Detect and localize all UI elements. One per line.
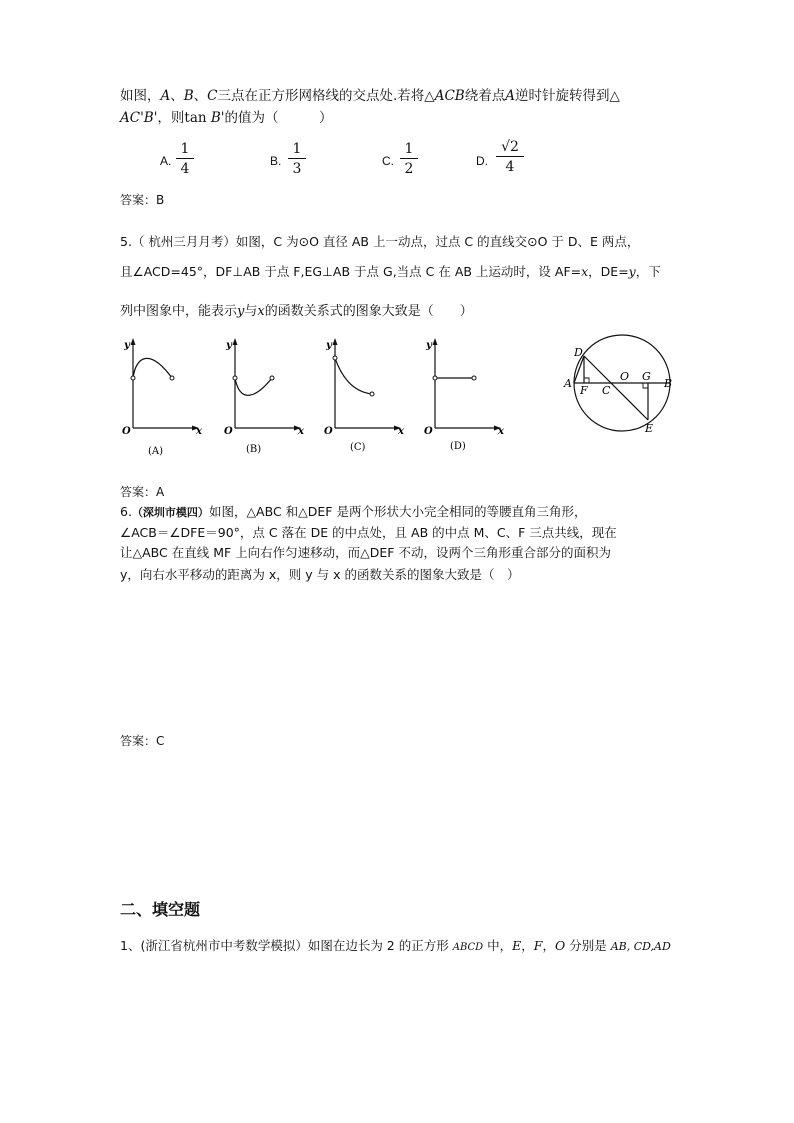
y-label: y [226, 340, 232, 351]
q5-text: ，DE= [588, 264, 629, 279]
q6-stem-line4: y，向右水平移动的距离为 x，则 y 与 x 的函数关系的图象大致是（ ） [120, 567, 520, 582]
q4-var-C: C [207, 88, 218, 104]
x-label: x [196, 426, 202, 437]
q4-option-d-fraction [496, 138, 524, 177]
fill1-var-e: E [512, 938, 522, 953]
q6-stem-line1 [120, 502, 586, 523]
q5-answer: 答案：A [120, 485, 165, 499]
q5-circle-figure [560, 336, 680, 436]
caption: (B) [246, 444, 262, 455]
y-axis-arrow [233, 338, 238, 345]
right-angle-f [584, 378, 589, 383]
q4-text: 如图， [120, 88, 161, 104]
start-point [333, 356, 337, 360]
start-point [233, 376, 237, 380]
q5-var-x: x [257, 304, 265, 319]
right-angle-g [643, 383, 648, 388]
q4-option-b-fraction [288, 140, 306, 179]
curve [235, 378, 272, 395]
x-label: x [498, 426, 504, 437]
q6-stem-line2: ∠ACB＝∠DFE＝90°，点 C 落在 DE 的中点处，且 AB 的中点 M、C、F 三点共线，现在 [120, 525, 617, 540]
start-point [433, 376, 437, 380]
label-g: G [642, 370, 651, 383]
q4-var-ACB-prime: AC'B' [120, 110, 158, 126]
q4-option-c-fraction [400, 140, 418, 179]
q6-source: （深圳市模四） [131, 506, 209, 519]
q4-var-A: A [160, 88, 171, 104]
q5-text: 且∠ACD=45°，DF⊥AB 于点 F,EG⊥AB 于点 G,当点 C 在 AB 上运动时，设 AF= [120, 264, 582, 279]
y-axis-arrow [131, 338, 136, 345]
fill1-stem [120, 936, 671, 958]
q4-var-ACB: ACB [434, 88, 465, 104]
end-point [170, 376, 174, 380]
q5-text: 列中图象中，能表示 [120, 304, 238, 319]
y-label: y [426, 340, 432, 351]
start-point [131, 376, 135, 380]
q4-text: 的值为（ ） [224, 110, 333, 126]
q6-number: 6. [120, 504, 132, 519]
label-o: O [620, 370, 630, 383]
numerator: 1 [400, 140, 418, 159]
q4-var-B: B [183, 88, 194, 104]
denominator: 4 [180, 161, 190, 177]
q5-var-y: y [628, 264, 636, 279]
q4-answer: 答案：B [120, 193, 165, 207]
q5-graph-c [320, 336, 410, 461]
end-point [472, 376, 476, 380]
q5-graph-b [220, 336, 310, 461]
y-axis-arrow [433, 338, 438, 345]
fill1-var-o: O [554, 938, 566, 953]
x-label: x [398, 426, 404, 437]
q5-stem-line3 [120, 302, 473, 322]
fill1-var-f: F [533, 938, 543, 953]
denominator: 3 [292, 161, 302, 177]
fill1-text: 中， [483, 938, 513, 953]
y-label: y [124, 340, 130, 351]
q5-graph-a [118, 336, 208, 461]
label-b: B [664, 377, 673, 390]
q4-tan: tan [184, 110, 207, 126]
origin-label: O [324, 426, 333, 437]
denominator: 2 [404, 161, 414, 177]
q5-stem-line2 [120, 262, 661, 282]
q4-var-B-prime: B' [210, 110, 225, 126]
fill1-text: ， [542, 938, 555, 953]
x-label: x [298, 426, 304, 437]
curve [335, 358, 372, 394]
q5-text: 与 [244, 304, 258, 319]
label-e: E [645, 422, 654, 435]
q4-option-a-label: A. [160, 154, 172, 168]
end-point [370, 392, 374, 396]
section-title-fill-in: 二、填空题 [120, 900, 201, 919]
q5-graph-d [420, 336, 510, 461]
q4-text: ，则 [157, 110, 185, 126]
origin-label: O [122, 426, 131, 437]
chord-de [584, 356, 648, 420]
label-f: F [580, 384, 588, 397]
label-a: A [564, 377, 572, 390]
curve [133, 358, 172, 378]
q6-text: 如图，△ABC 和△DEF 是两个形状大小完全相同的等腰直角三角形， [208, 504, 587, 519]
origin-label: O [224, 426, 233, 437]
fill1-var-abcd: ABCD [452, 942, 484, 953]
caption: (A) [148, 446, 164, 457]
fill1-text: 分别是 [565, 938, 611, 953]
numerator: 1 [288, 140, 306, 159]
label-c: C [602, 384, 611, 397]
q4-option-c-label: C. [382, 154, 394, 168]
fill1-var-tail: AB, CD,AD [610, 940, 671, 953]
end-point [270, 376, 274, 380]
q5-var-x: x [581, 264, 589, 279]
caption: (D) [450, 441, 466, 452]
fill1-text: ， [521, 938, 534, 953]
q6-stem-line3: 让△ABC 在直线 MF 上向右作匀速移动，而△DEF 不动，设两个三角形重合部分的面积为 [120, 545, 611, 560]
q4-text: 绕着点 [464, 88, 506, 104]
caption: (C) [350, 442, 366, 453]
q6-answer: 答案：C [120, 734, 165, 748]
q4-option-a-fraction [176, 140, 194, 179]
q4-sep: 、 [170, 88, 184, 104]
q4-text: 三点在正方形网格线的交点处.若将△ [217, 88, 435, 104]
label-d: D [574, 346, 583, 359]
q4-var-A: A [505, 88, 515, 104]
q4-stem-line2 [120, 108, 333, 128]
q4-option-b-label: B. [270, 154, 282, 168]
q4-option-d-label: D. [476, 154, 488, 168]
y-axis-arrow [333, 338, 338, 345]
numerator: 1 [176, 140, 194, 159]
origin-label: O [424, 426, 433, 437]
y-label: y [326, 340, 332, 351]
q4-stem-line1 [120, 86, 620, 106]
q5-stem-line1: 5.（ 杭州三月月考）如图，C 为⊙O 直径 AB 上一动点，过点 C 的直线交⊙O 于 D、E 两点， [120, 234, 640, 249]
fill1-text: 1、(浙江省杭州市中考数学模拟）如图在边长为 2 的正方形 [120, 938, 453, 953]
q5-var-y: y [237, 304, 245, 319]
numerator: √2 [496, 138, 524, 157]
q5-text: 的函数关系式的图象大致是（ ） [264, 304, 473, 319]
denominator: 4 [505, 159, 515, 175]
q4-text: 逆时针旋转得到△ [514, 88, 620, 104]
q4-sep: 、 [193, 88, 208, 104]
q5-text: ，下 [635, 264, 661, 279]
